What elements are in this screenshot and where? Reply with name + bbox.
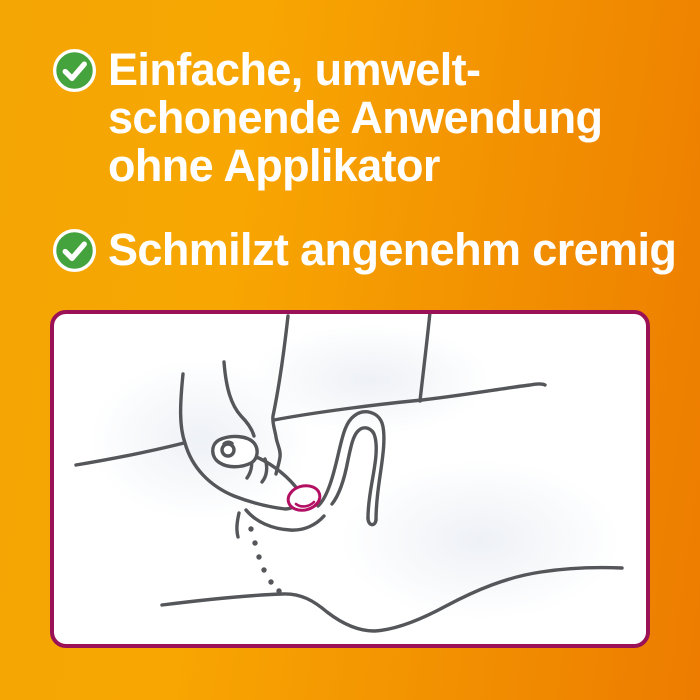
dotted-insertion-path <box>248 526 281 593</box>
benefit-line: ohne Applikator <box>108 140 440 191</box>
application-illustration-card <box>50 310 650 648</box>
check-circle-icon <box>52 228 97 273</box>
benefit-text <box>108 46 602 190</box>
fingernail <box>222 444 234 456</box>
application-illustration <box>54 314 646 644</box>
benefit-line: schonende Anwendung <box>108 92 603 143</box>
benefit-line: Einfache, umwelt- <box>108 44 481 95</box>
benefit-item-texture <box>52 226 680 274</box>
shading <box>340 460 620 620</box>
benefit-item-application <box>52 46 680 190</box>
benefit-list <box>52 46 680 274</box>
check-circle-icon <box>52 48 97 93</box>
benefit-line: Schmilzt angenehm cremig <box>108 224 677 275</box>
benefit-text <box>108 226 676 274</box>
